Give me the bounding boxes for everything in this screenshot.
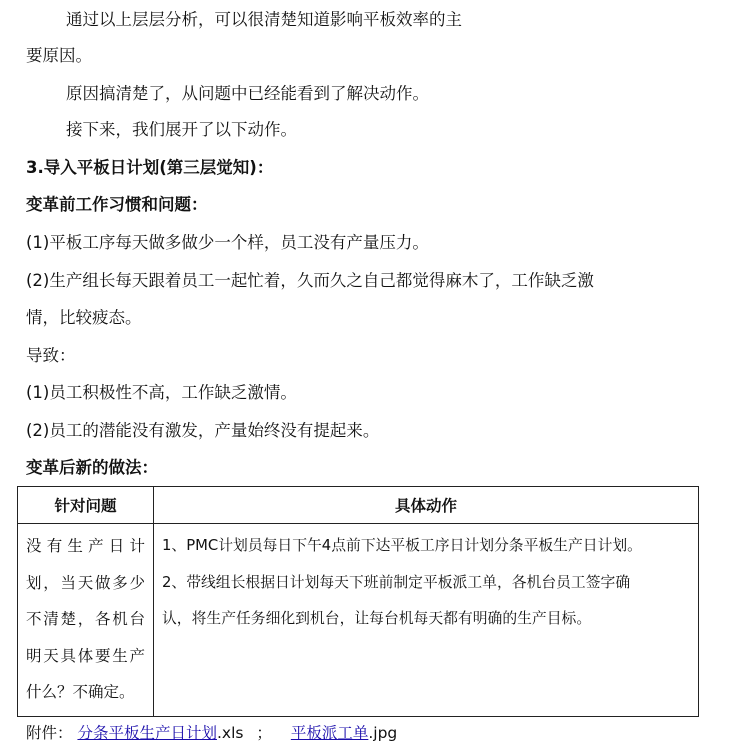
- issue-line: 明天具体要生产: [26, 646, 145, 665]
- paragraph-cause: 原因搞清楚了，从问题中已经能看到了解决动作。: [66, 84, 429, 103]
- header-issue: 针对问题: [18, 487, 154, 524]
- attachment-link-daily-plan[interactable]: 分条平板生产日计划: [77, 724, 217, 742]
- section-heading: 3.导入平板日计划(第三层觉知)：: [26, 158, 274, 177]
- paragraph-analysis-continued: 要原因。: [26, 46, 92, 65]
- attachments-label: 附件：: [26, 724, 73, 742]
- attachment-ext-jpg: .jpg: [368, 724, 398, 742]
- issue-line: 划，当天做多少: [26, 573, 145, 592]
- action-line-2: 2、带线组长根据日计划每天下班前制定平板派工单，各机台员工签字确: [162, 573, 631, 591]
- issue-line: 没有生产日计: [26, 537, 145, 555]
- issue-cell: [18, 524, 154, 717]
- paragraph-next: 接下来，我们展开了以下动作。: [66, 120, 297, 139]
- attachment-separator: ；: [256, 724, 272, 742]
- action-line-1: 1、PMC计划员每日下午4点前下达平板工序日计划分条平板生产日计划。: [162, 537, 642, 554]
- before-item-2: (2)生产组长每天跟着员工一起忙着，久而久之自己都觉得麻木了，工作缺乏激: [26, 271, 594, 290]
- action-line-3: 认，将生产任务细化到机台，让每台机每天都有明确的生产目标。: [162, 610, 592, 627]
- result-title: 导致：: [26, 346, 76, 365]
- attachments-line: [26, 722, 397, 744]
- attachment-link-dispatch-sheet[interactable]: 平板派工单: [290, 724, 369, 742]
- table-row: [18, 524, 699, 717]
- before-item-1: (1)平板工序每天做多做少一个样，员工没有产量压力。: [26, 233, 429, 252]
- header-action: 具体动作: [154, 487, 699, 524]
- result-item-1: (1)员工积极性不高，工作缺乏激情。: [26, 383, 297, 402]
- table-header-row: [18, 487, 699, 524]
- issue-line: 什么？不确定。: [26, 683, 135, 701]
- before-item-2-continued: 情，比较疲态。: [26, 308, 142, 327]
- measures-table: [17, 486, 699, 717]
- paragraph-analysis: 通过以上层层分析，可以很清楚知道影响平板效率的主: [66, 10, 462, 29]
- before-title: 变革前工作习惯和问题：: [26, 195, 208, 214]
- attachment-ext-xls: .xls: [216, 724, 244, 742]
- after-title: 变革后新的做法：: [26, 458, 158, 477]
- action-cell: [154, 524, 699, 717]
- result-item-2: (2)员工的潜能没有激发，产量始终没有提起来。: [26, 421, 380, 440]
- issue-line: 不清楚，各机台: [26, 610, 145, 628]
